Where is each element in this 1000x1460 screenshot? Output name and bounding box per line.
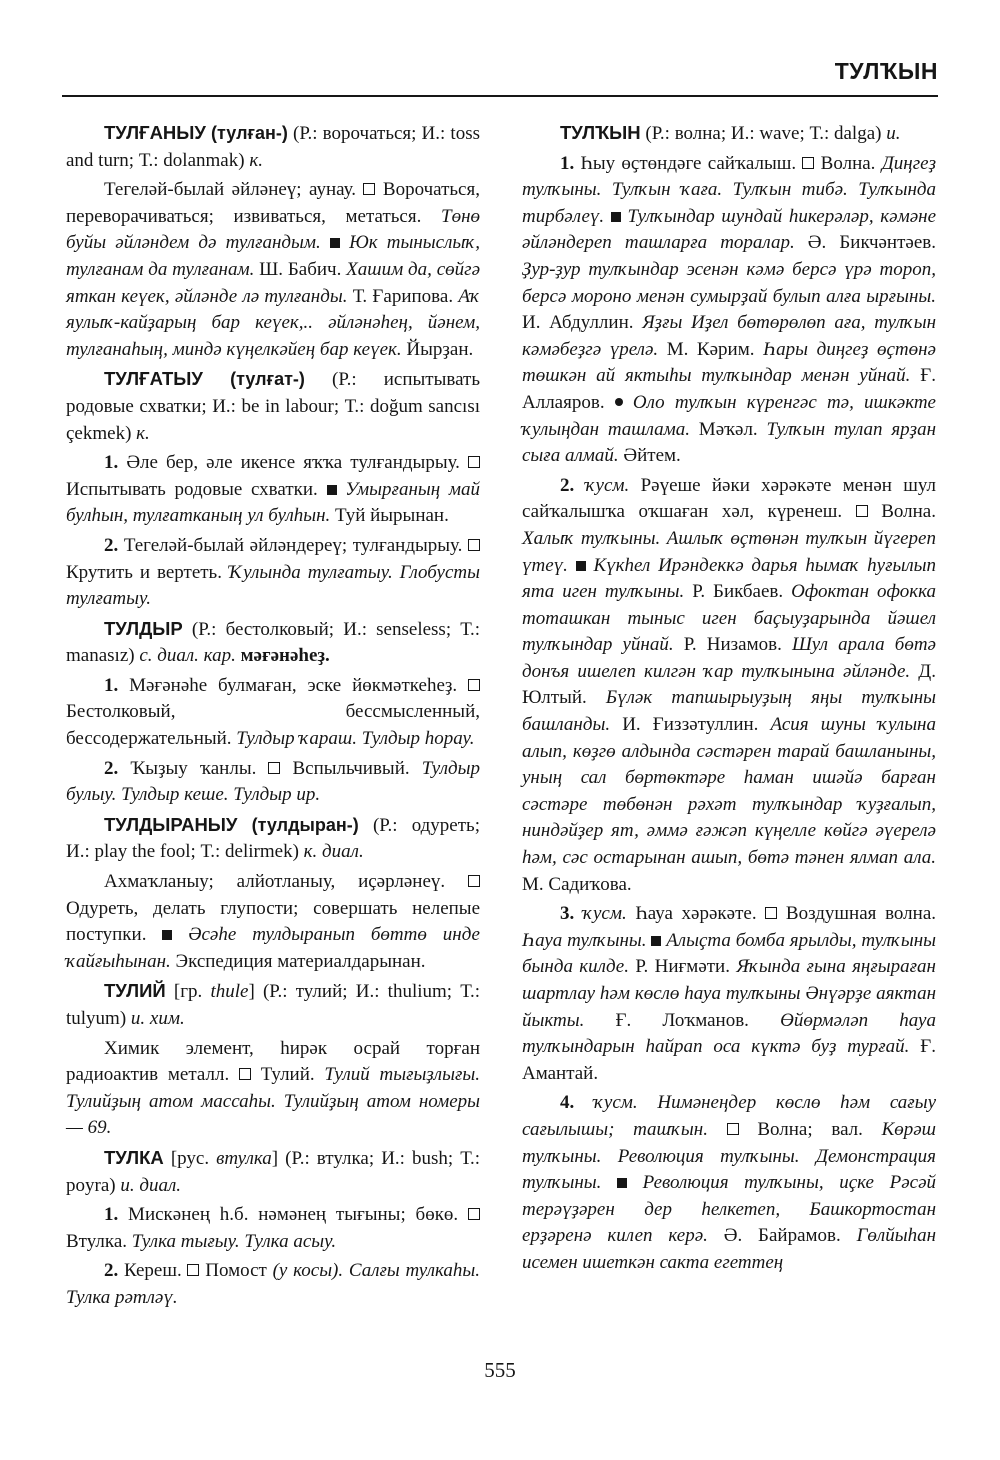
header-rule [62, 95, 938, 97]
definition: Химик элемент, һирәк осрай торған радиоактив металл. Тулий. Тулий тығыҙлығы. Тулийҙың атом массаһы. Тулийҙың атом номеры — 69. [66, 1037, 480, 1139]
sense-1: 1. Мәғәнәһе булмаған, эске йөкмәткеһеҙ. Бестолковый, бессмысленный, бессодержательный. Тулдыр ҡараш. Тулдыр һорау. [66, 674, 480, 750]
running-head: ТУЛҠЫН [834, 58, 938, 84]
part-of-speech: к. [136, 422, 150, 444]
part-of-speech: с. диал. кар. [139, 645, 241, 667]
part-of-speech: к. диал. [303, 841, 364, 863]
left-column [66, 118, 480, 1315]
square-icon [468, 1208, 480, 1220]
black-square-icon [576, 561, 586, 571]
definition: Тегеләй-былай әйләнеү; аунау. Ворочаться, переворачиваться; извиваться, метаться. Төнө буйы әйләндем дә тулғандым. Юк тыныслыҡ, тулғанам да тулғанам. Ш. Бабич. Хашим да, сөйгә яткан кеүек, әйләнде лә тулғанды. Т. Ғарипова. Аҡ яулыҡ-кайҙарың бар кеүек,.. әйләнәһең, йәнем, тулғанаһың, миндә күңелкәйең бар кеүек. Йырҙан. [66, 179, 481, 360]
equivalents: (Р.: волна; И.: wave; Т.: dalga) [640, 123, 887, 144]
black-square-icon [327, 485, 337, 495]
headword: ТУЛҒАНЫУ [104, 122, 206, 143]
square-icon [468, 539, 480, 551]
square-icon [363, 183, 375, 195]
cross-reference: мәғәнәһеҙ. [240, 645, 330, 667]
entry-tulka: ТУЛКА [рус. втулка] (Р.: втулка; И.: bush; Т.: poyra) и. диал. [66, 1146, 481, 1196]
part-of-speech: и. [886, 123, 901, 144]
sense-2: 2. Тегеләй-былай әйләндереү; тулғандырыу. Крутить и вертеть. Ҡулында тулғатыу. Глобусты тулғатыу. [66, 534, 480, 610]
square-icon [468, 456, 480, 468]
square-icon [856, 505, 868, 517]
sense-1: 1. Һыу өҫтөндәге сайҡалыш. Волна. Диңгеҙ тулҡыны. Тулҡын ҡаға. Тулҡын тибә. Тулҡында тирбәлеү. Тулҡындар шундай һикерәләр, кәмәне әйләндереп ташларға торалар. Ә. Бикчәнтәев. Ҙур-ҙур тулҡындар эсенән кәмә берсә үрә тороп, берсә мороно менән сумырҙай булып алға ырғыны. И. Абдуллин. Яҙғы Иҙел бөтөрөлөп аға, тулҡын кәмәбеҙгә үрелә. М. Кәрим. Һары диңгеҙ өҫтөнә төшкән ай яктыһы тулҡындар менән уйнай. Ғ. Аллаяров. Оло тулҡын күренгәс тә, ишкәкте ҡулыңдан ташлама. Мәҡәл. Тулҡын тулап ярҙан сыға алмай. Әйтем. [522, 152, 937, 467]
headword-form: (тулғат-) [230, 369, 305, 390]
equivalents: (Р.: одуреть; И.: play the fool; Т.: delirmek) [66, 814, 480, 863]
sense-2: 2. Ҡыҙыу ҡанлы. Вспыльчивый. Тулдыр булыу. Тулдыр кеше. Тулдыр ир. [66, 757, 480, 806]
black-square-icon [330, 238, 340, 248]
entry-tuldyr [66, 616, 480, 670]
black-square-icon [617, 1178, 627, 1188]
headword: ТУЛКА [104, 1146, 164, 1168]
definition: Ахмаҡланыу; алйотланыу, иҫәрләнеү. Одуреть, делать глупости; совершать нелепые поступки. Әсәһе тулдыранып бөттө инде ҡайғыһынан. Экспедиция материалдарынан. [66, 871, 480, 972]
square-icon [268, 762, 280, 774]
part-of-speech: к. [249, 149, 263, 171]
etymology: втулка [216, 1147, 272, 1169]
equivalents: (Р.: бестолковый; И.: senseless; Т.: manasız) [66, 618, 480, 667]
square-icon [468, 875, 480, 887]
headword: ТУЛДЫР [104, 617, 183, 639]
square-icon [765, 907, 777, 919]
headword: ТУЛҠЫН [560, 122, 641, 143]
bullet-icon [615, 398, 623, 406]
equivalents: (Р.: испытывать родовые схватки; И.: be in labour; Т.: doğum sancısı çekmek) [66, 369, 480, 444]
black-square-icon [651, 936, 661, 946]
sense-4: 4. ҡусм. Нимәнеңдер көслө һәм сағыу сағылышы; ташҡын. Волна; вал. Көрәш тулҡыны. Революция тулҡыны. Демонстрация тулҡыны. Революция тулҡыны, иҫке Рәсәй терәүҙәрен дер һелкетеп, Башкортостан ерҙәренә килеп керә. Ә. Байрамов. Гөлйыһан исемен ишеткән сакта егеттең [522, 1092, 937, 1273]
headword-form: (тулған-) [211, 123, 288, 143]
sense-3: 3. ҡусм. Һауа хәрәкәте. Воздушная волна. Һауа тулҡыны. Алыҫта бомба ярылды, тулҡыны бында килде. Р. Ниғмәти. Яҡында ғына яңғыраған шартлау һәм көслө һауа тулҡыны Әнүәрҙе аяктан йыкты. Ғ. Лоҡманов. Өйөрмәләп һауа тулҡындарын һайрап оса күктә буҙ турғай. Ғ. Амантай. [522, 903, 937, 1084]
black-square-icon [162, 930, 172, 940]
headword: ТУЛҒАТЫУ [104, 368, 203, 390]
entry-tulganyu [66, 120, 480, 174]
black-square-icon [611, 212, 621, 222]
page-number: 555 [484, 1358, 516, 1382]
sense-2: 2. Кереш. Помост (у косы). Салғы тулкаһы. Тулка рәтләү. [66, 1260, 481, 1308]
square-icon [468, 679, 480, 691]
entry-tulgatyu [66, 366, 480, 447]
entry-tuliy: ТУЛИЙ [гр. thule] (Р.: тулий; И.: thulium; Т.: tulyum) и. хим. [66, 980, 480, 1029]
part-of-speech: и. хим. [130, 1008, 185, 1029]
equivalents: (Р.: втулка; И.: bush; Т.: poyra) [66, 1147, 481, 1196]
square-icon [802, 157, 814, 169]
entry-tulqyn [522, 120, 936, 148]
sense-2: 2. ҡусм. Рәүеше йәки хәрәкәте менән шул сайҡалышҡа оҡшаған хәл, күренеш. Волна. Халыҡ тулҡыны. Ашлыҡ өҫтөнән тулҡын йүгереп үтеү. Күкһел Ирәндеккә дарья һымаҡ һуғылып ята иген тулҡыны. Р. Бикбаев. Офоктан офокка тоташкан тыныс иген баҫыуҙарында йәшел тулҡындар уйнай. Р. Низамов. Шул арала бөтә донъя ишелеп килгән ҡар тулҡынына әйләнде. Д. Юлтый. Бүләк тапшырыуҙың яңы тулҡыны башланды. И. Ғиззәтуллин. Асия шуны ҡулына алып, көҙгө алдында сәстәрен тарай башланыны, уның сал бөртөктәре һаман ишәйә барған сәстәре төбөнән рәхәт тулҡындар ҡуҙғалып, ниндәйҙер ят, әммә ғәжәп күңелле көйгә әүерелә һәм, сәс остарынан ашып, бөтә тәнен ялмап ала. М. Садиҡова. [522, 474, 937, 895]
equivalents: (Р.: ворочаться; И.: toss and turn; Т.: dolanmak) [66, 123, 480, 171]
entry-tuldyranyu [66, 812, 480, 866]
part-of-speech: и. диал. [120, 1174, 181, 1196]
etymology: thule [210, 981, 249, 1003]
right-column [522, 118, 936, 1280]
headword: ТУЛДЫРАНЫУ [104, 813, 238, 835]
headword-form: (тулдыран-) [251, 814, 359, 835]
sense-1: 1. Мискәнең һ.б. нәмәнең тығыны; бөкө. Втулка. Тулка тығыу. Тулка асыу. [66, 1202, 480, 1255]
headword: ТУЛИЙ [104, 980, 166, 1002]
square-icon [187, 1264, 199, 1276]
square-icon [727, 1123, 739, 1135]
square-icon [239, 1068, 251, 1080]
equivalents: (Р.: тулий; И.: thulium; Т.: tulyum) [66, 981, 480, 1029]
sense-1: 1. Әле бер, әле икенсе яҡҡа тулғандырыу. Испытывать родовые схватки. Умырғаның май булһын, тулғатканың ул булһын. Туй йырынан. [66, 452, 481, 527]
